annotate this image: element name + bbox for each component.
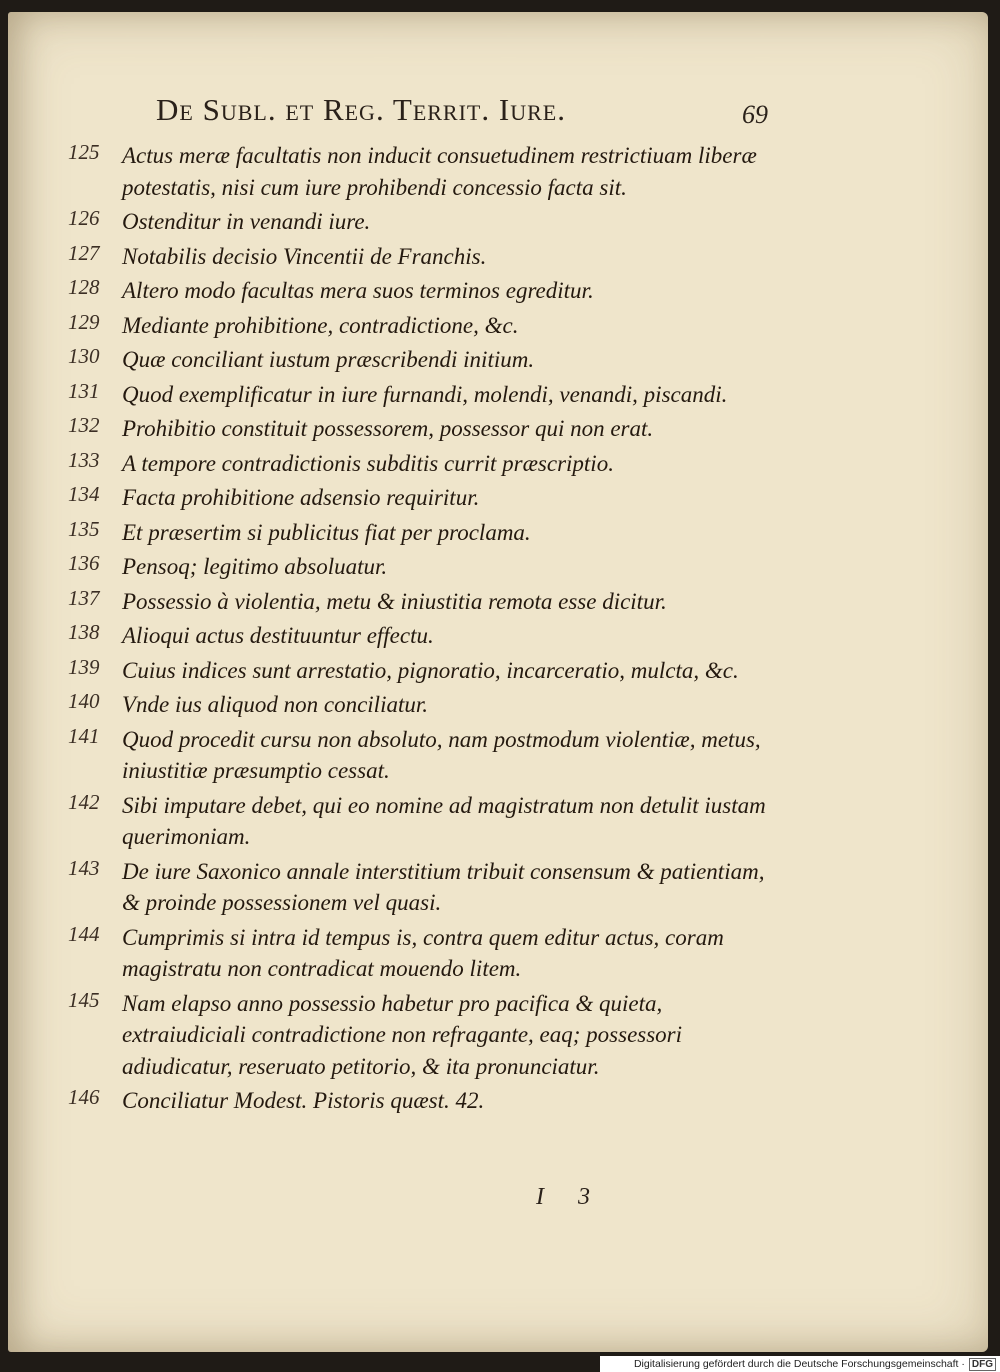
entry-number: 146 [68, 1085, 100, 1109]
footer-credit: Digitalisierung gefördert durch die Deutsche Forschungsgemeinschaft · [633, 1358, 965, 1370]
list-item [68, 241, 788, 273]
entry-number: 145 [68, 987, 100, 1012]
entry-text: Facta prohibitione adsensio requiritur. [122, 485, 480, 510]
list-item [68, 140, 788, 203]
entry-number: 129 [68, 309, 100, 334]
summary-list [68, 140, 788, 1120]
list-item [68, 689, 788, 721]
list-item [68, 517, 788, 549]
page-number: 69 [742, 100, 768, 129]
running-title: De Subl. et Reg. Territ. Iure. [156, 92, 566, 127]
entry-text: Pensoq; legitimo absoluatur. [122, 554, 388, 579]
entry-number: 136 [68, 551, 100, 575]
page-header [156, 92, 776, 132]
entry-number: 141 [68, 723, 100, 748]
list-item [68, 586, 788, 618]
entry-text: Cuius indices sunt arrestatio, pignoratio, incarceratio, mulcta, &c. [122, 657, 739, 683]
entry-text: Quod exemplificatur in iure furnandi, molendi, venandi, piscandi. [122, 381, 728, 407]
entry-number: 132 [68, 413, 100, 437]
entry-text: Prohibitio constituit possessorem, possessor qui non erat. [122, 416, 654, 441]
list-item [68, 922, 788, 985]
entry-number: 137 [68, 585, 100, 610]
entry-number: 140 [68, 689, 100, 713]
list-item [68, 790, 788, 853]
dfg-logo: DFG [969, 1358, 996, 1371]
list-item [68, 1085, 788, 1117]
entry-number: 138 [68, 620, 100, 644]
list-item [68, 482, 788, 514]
entry-text: Possessio à violentia, metu & iniustitia remota esse dicitur. [122, 588, 667, 614]
entry-text: A tempore contradictionis subditis currit præscriptio. [122, 450, 614, 476]
entry-number: 135 [68, 516, 100, 541]
entry-text: Actus meræ facultatis non inducit consuetudinem restrictiuam liberæ potestatis, nisi cum iure prohibendi concessio facta sit. [122, 143, 757, 200]
list-item [68, 988, 788, 1083]
entry-number: 125 [68, 140, 100, 164]
entry-text: Sibi imputare debet, qui eo nomine ad magistratum non detulit iustam querimoniam. [122, 792, 766, 849]
list-item [68, 344, 788, 376]
entry-text: Mediante prohibitione, contradictione, &c. [122, 312, 519, 338]
entry-text: Alioqui actus destituuntur effectu. [122, 623, 434, 648]
entry-number: 142 [68, 789, 100, 814]
entry-number: 128 [68, 275, 100, 299]
entry-number: 126 [68, 206, 100, 230]
entry-text: De iure Saxonico annale interstitium tribuit consensum & patientiam, & proinde possessionem vel quasi. [122, 858, 765, 915]
entry-text: Et præsertim si publicitus fiat per proclama. [122, 519, 531, 545]
entry-number: 134 [68, 482, 100, 506]
list-item [68, 551, 788, 583]
list-item [68, 275, 788, 307]
entry-text: Ostenditur in venandi iure. [122, 209, 371, 234]
list-item [68, 379, 788, 411]
signature-mark: I 3 [536, 1184, 604, 1210]
entry-number: 127 [68, 240, 100, 265]
entry-number: 139 [68, 654, 100, 679]
entry-text: Conciliatur Modest. Pistoris quæst. 42. [122, 1088, 485, 1113]
entry-number: 130 [68, 344, 100, 368]
entry-text: Cumprimis si intra id tempus is, contra quem editur actus, coram magistratu non contradicat mouendo litem. [122, 924, 724, 981]
entry-text: Quæ conciliant iustum præscribendi initium. [122, 347, 535, 372]
list-item [68, 413, 788, 445]
list-item [68, 310, 788, 342]
entry-number: 144 [68, 921, 100, 946]
digitization-footer [600, 1356, 1000, 1372]
entry-number: 143 [68, 855, 100, 880]
book-page [8, 12, 988, 1352]
list-item [68, 655, 788, 687]
list-item [68, 206, 788, 238]
entry-text: Nam elapso anno possessio habetur pro pacifica & quieta, extraiudiciali contradictione non refragante, eaq; possessori adiudicatur, reseruato petitorio, & ita pronunciatur. [122, 990, 683, 1079]
entry-text: Vnde ius aliquod non conciliatur. [122, 692, 429, 717]
entry-text: Notabilis decisio Vincentii de Franchis. [122, 243, 487, 269]
entry-text: Altero modo facultas mera suos terminos egreditur. [122, 278, 594, 303]
list-item [68, 724, 788, 787]
entry-text: Quod procedit cursu non absoluto, nam postmodum violentiæ, metus, iniustitiæ præsumptio cessat. [122, 726, 761, 783]
list-item [68, 620, 788, 652]
entry-number: 131 [68, 378, 100, 403]
entry-number: 133 [68, 447, 100, 472]
list-item [68, 856, 788, 919]
list-item [68, 448, 788, 480]
